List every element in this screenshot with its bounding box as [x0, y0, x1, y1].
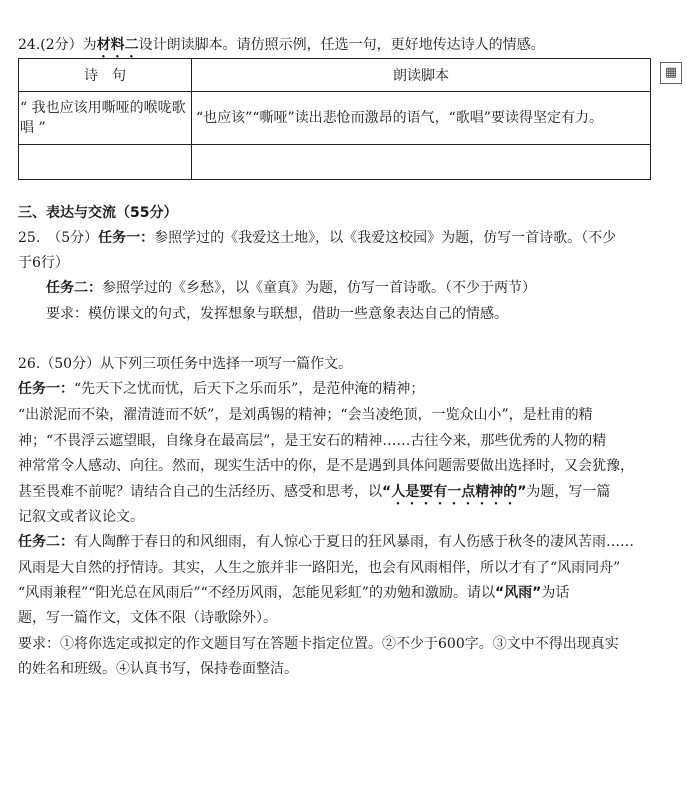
q25-requirement: 要求：模仿课文的句式，发挥想象与联想，借助一些意象表达自己的情感。 — [46, 306, 508, 322]
example-script: “也应该”“嘶哑”读出悲怆而激昂的语气，“歌唱”要读得坚定有力。 — [192, 92, 651, 145]
q26-task2-line1 — [18, 532, 659, 552]
q25-task1-text: 参照学过的《我爱这土地》，以《我爱这校园》为题，仿写一首诗歌。（不少 — [154, 230, 617, 246]
q26-requirement-line1: 要求：①将你选定或拟定的作文题目写在答题卡指定位置。②不少于600字。③文中不得出现真实 — [18, 636, 619, 652]
q26-requirement-line2: 的姓名和班级。④认真书写，保持卷面整洁。 — [18, 661, 298, 677]
q26-task1-line1 — [18, 379, 659, 399]
q26-task2-line4: 题，写一篇作文，文体不限（诗歌除外）。 — [18, 610, 277, 626]
q24-instruction: 设计朗读脚本。请仿照示例，任选一句，更好地传达诗人的情感。 — [138, 37, 545, 53]
q26-task1-line4: 神常常令人感动、向往。然而，现实生活中的你，是不是遇到具体问题需要做出选择时，又会犹豫， — [18, 458, 634, 474]
q26-task2-line3 — [18, 583, 659, 603]
header-verse: 诗 句 — [19, 59, 192, 92]
section-title — [18, 203, 659, 223]
reading-script-table — [18, 58, 651, 180]
table-row — [19, 145, 651, 180]
q26-task2-line2: 风雨是大自然的抒情诗。其实，人生之旅并非一路阳光，也会有风雨相伴，所以才有了“风雨同舟” — [18, 560, 621, 576]
q26-task1-text: 甚至畏难不前呢？请结合自己的生活经历、感受和思考，以 — [18, 484, 382, 500]
q26-task1-line3: 神；“不畏浮云遮望眼，自缘身在最高层”，是王安石的精神……古往今来，那些优秀的人物的精 — [18, 433, 607, 449]
table-header-row — [19, 59, 651, 92]
example-verse: “ 我也应该用嘶哑的喉咙歌唱 ” — [19, 92, 192, 145]
q26-task1-line6: 记叙文或者议论文。 — [18, 509, 144, 525]
q25-task2-label: 任务二： — [46, 280, 102, 296]
q25-line1 — [18, 228, 659, 248]
q26-task1-line2: “出淤泥而不染，濯清涟而不妖”，是刘禹锡的精神；“会当凌绝顶，一览众山小”，是杜甫的精 — [18, 407, 593, 423]
section-heading: 三、表达与交流（55分） — [18, 205, 178, 221]
q26-intro: 26.（50分）从下列三项任务中选择一项写一篇作文。 — [18, 356, 353, 372]
q25-task1-label: 任务一： — [98, 230, 155, 246]
q26-task1-label: 任务一： — [18, 381, 74, 397]
q25-task2 — [46, 278, 659, 298]
q26-task1-text: 为题，写一篇 — [526, 484, 611, 500]
blank-verse-cell[interactable] — [19, 145, 192, 180]
q24-material-ref: 材料二 — [96, 37, 139, 53]
table-row — [19, 92, 651, 145]
q26-task2-text: 有人陶醉于春日的和风细雨，有人惊心于夏日的狂风暴雨，有人伤感于秋冬的凄风苦雨…… — [74, 534, 634, 550]
q26-essay-title: “人是要有一点精神的” — [382, 484, 527, 500]
q26-task2-label: 任务二： — [18, 534, 74, 550]
blank-script-cell[interactable] — [192, 145, 651, 180]
q26-task2-text: “风雨兼程”“阳光总在风雨后”“不经历风雨，怎能见彩虹”的劝勉和激励。请以 — [18, 585, 495, 601]
q26-task1-text: “先天下之忧而忧，后天下之乐而乐”，是范仲淹的精神； — [74, 381, 425, 397]
header-script: 朗读脚本 — [192, 59, 651, 92]
q25-number: 25. （5分） — [18, 230, 99, 246]
q26-topic: “风雨” — [494, 585, 542, 601]
q25-task2-text: 参照学过的《乡愁》，以《童真》为题，仿写一首诗歌。（不少于两节） — [102, 280, 536, 296]
q26-task1-line5 — [18, 482, 659, 508]
q25-line2: 于6行） — [18, 255, 69, 271]
q24-number: 24.(2分）为 — [18, 37, 97, 53]
q26-task2-text: 为话 — [541, 585, 570, 601]
expand-icon[interactable]: ▦ — [660, 62, 682, 84]
